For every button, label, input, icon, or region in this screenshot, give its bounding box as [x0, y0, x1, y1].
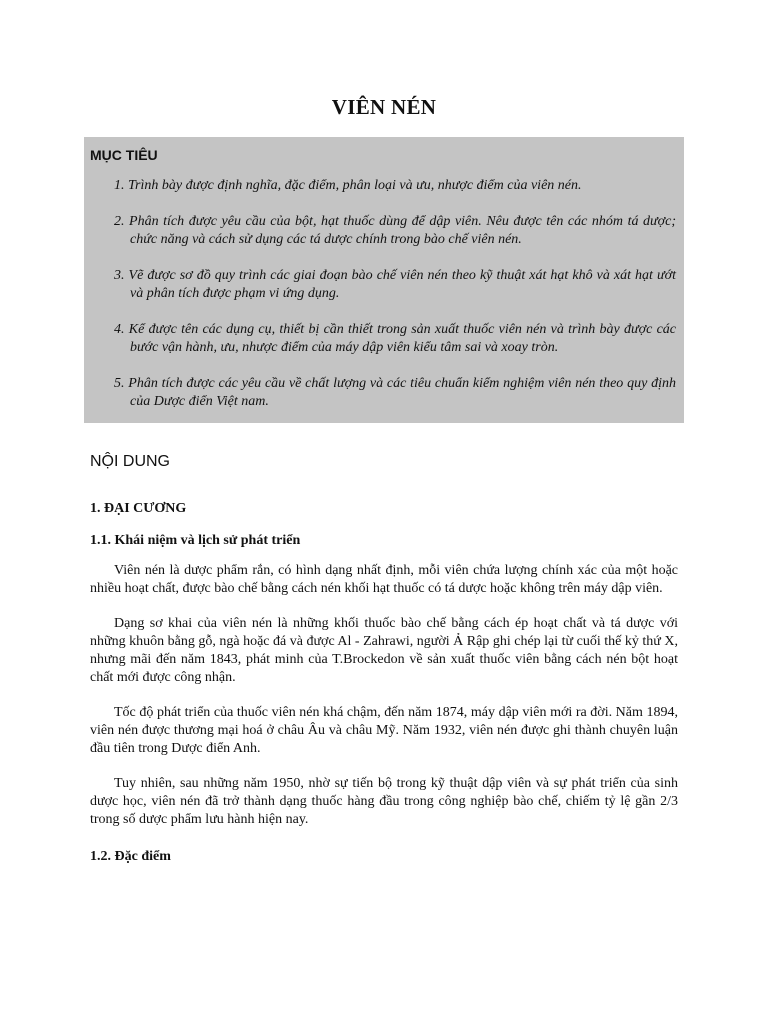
page-title: VIÊN NÉN: [331, 95, 437, 119]
subsection-1-2-title: 1.2. Đặc điểm: [90, 849, 171, 864]
objectives-heading: MỤC TIÊU: [90, 147, 158, 163]
content-body: [90, 498, 678, 878]
paragraph-3: Tốc độ phát triển của thuốc viên nén khá chậm, đến năm 1874, máy dập viên mới ra đời. Năm 1894, viên nén được thương mại hoá ở châu Âu và châu Mỹ. Năm 1932, viên nén được ghi thành chuyên luận đầu tiên trong Dược điển Anh.: [90, 705, 678, 756]
objectives-box: [84, 137, 684, 423]
document-page: [90, 0, 678, 864]
paragraph-4: Tuy nhiên, sau những năm 1950, nhờ sự tiến bộ trong kỹ thuật dập viên và sự phát triển của sinh dược học, viên nén đã trở thành dạng thuốc hàng đầu trong công nghiệp bào chế, chiếm tỷ lệ gần 2/3 trong số dược phẩm lưu hành hiện nay.: [90, 776, 678, 827]
objectives-list: [90, 177, 676, 411]
section-1-title: 1. ĐẠI CƯƠNG: [90, 501, 187, 516]
paragraph-1: Viên nén là dược phẩm rắn, có hình dạng nhất định, mỗi viên chứa lượng chính xác của một hoặc nhiều hoạt chất, được bào chế bằng cách nén khối hạt thuốc có tá dược hoặc không trên máy dập viên.: [90, 563, 678, 596]
objective-item-3: 3. Vẽ được sơ đồ quy trình các giai đoạn bào chế viên nén theo kỹ thuật xát hạt khô và xát hạt ướt và phân tích được phạm vi ứng dụng.: [114, 268, 676, 301]
objective-item-1: 1. Trình bày được định nghĩa, đặc điểm, phân loại và ưu, nhược điểm của viên nén.: [114, 178, 582, 193]
subsection-1-1-title: 1.1. Khái niệm và lịch sử phát triển: [90, 533, 301, 548]
objective-item-4: 4. Kể được tên các dụng cụ, thiết bị cần thiết trong sản xuất thuốc viên nén và trình bày được các bước vận hành, ưu, nhược điểm của máy dập viên kiểu tâm sai và xoay tròn.: [114, 322, 676, 355]
content-heading: NỘI DUNG: [90, 453, 170, 470]
objective-item-5: 5. Phân tích được các yêu cầu về chất lượng và các tiêu chuẩn kiểm nghiệm viên nén theo quy định của Dược điển Việt nam.: [114, 376, 676, 409]
paragraph-2: Dạng sơ khai của viên nén là những khối thuốc bào chế bằng cách ép hoạt chất và tá dược với những khuôn bằng gỗ, ngà hoặc đá và được Al - Zahrawi, người Ả Rập ghi chép lại từ cuối thế kỷ thứ X, nhưng mãi đến năm 1843, phát minh của T.Brockedon về sản xuất thuốc viên bằng cách nén bột hoạt chất mới được công nhận.: [90, 616, 678, 685]
objective-item-2: 2. Phân tích được yêu cầu của bột, hạt thuốc dùng để dập viên. Nêu được tên các nhóm tá dược; chức năng và cách sử dụng các tá dược chính trong bào chế viên nén.: [114, 214, 676, 247]
